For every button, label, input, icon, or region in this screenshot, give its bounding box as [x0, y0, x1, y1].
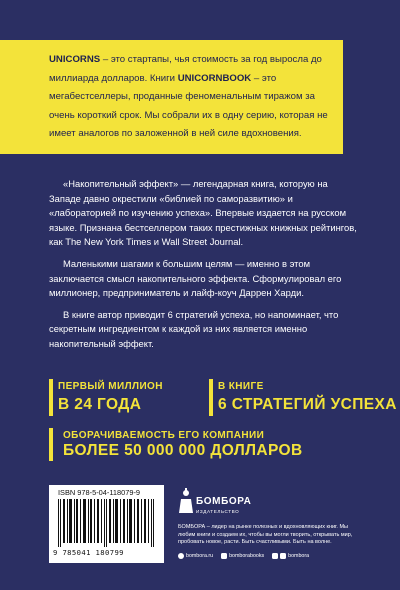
brand-unicorns: UNICORNS — [49, 54, 101, 65]
stat-label: В КНИГЕ — [218, 381, 264, 392]
social-link-label: bombora — [288, 553, 310, 559]
publisher-name: БОМБОРА — [196, 496, 252, 507]
brand-unicornbook: UNICORNBOOK — [177, 72, 252, 84]
stat-value: 6 СТРАТЕГИЙ УСПЕХА — [218, 396, 397, 413]
stat-label: ПЕРВЫЙ МИЛЛИОН — [58, 381, 163, 392]
social-link-instagram[interactable] — [272, 553, 309, 559]
vk-icon — [221, 553, 227, 559]
barcode-digits: 9 785041 180799 — [53, 548, 124, 557]
social-link-vk[interactable] — [221, 553, 264, 559]
barcode-bars — [58, 499, 158, 547]
description-paragraph: В книге автор приводит 6 стратегий успеха, но напоминает, что секретным ингредиентом к каждой из них является именно накопительный эффект. — [49, 308, 339, 349]
social-link-website[interactable] — [178, 553, 213, 559]
highlight-bar — [49, 428, 53, 461]
promo-text-2: – это мегабестселлеры, проданные феноменальным тиражом за очень короткий срок. Мы собрали их в одну серию, которая не имеет аналогов по заложенной в ней силе вдохновения. — [49, 72, 328, 140]
stat-value: В 24 ГОДА — [58, 396, 142, 413]
youtube-icon — [280, 553, 286, 559]
description-paragraph: Маленькими шагами к большим целям — именно в этом заключается смысл накопительного эффекта. Сформулировал его миллионер, предприниматель и лайф-коуч Даррен Харди. — [49, 257, 342, 299]
publisher-about: БОМБОРА – лидер на рынке полезных и вдохновляющих книг. Мы любим книги и создаем их, чтобы вы могли творить, открывать мир, пробовать новое, расти. Быть счастливыми. Быть на волне. — [178, 524, 353, 546]
promo-text-1: – это стартапы, чья стоимость за год выросла до миллиарда долларов. Книги — [49, 54, 322, 84]
instagram-icon — [272, 553, 278, 559]
series-description — [49, 51, 339, 144]
social-links — [178, 553, 309, 559]
bombora-logo-icon — [178, 487, 194, 515]
publisher-subtitle: ИЗДАТЕЛЬСТВО — [196, 509, 240, 514]
social-link-label: bombora.ru — [186, 553, 214, 559]
highlight-bar — [209, 379, 213, 416]
globe-icon — [178, 553, 184, 559]
stat-value: БОЛЕЕ 50 000 000 ДОЛЛАРОВ — [63, 442, 303, 459]
description-paragraph: «Накопительный эффект» — легендарная книга, которую на Западе давно окрестили «библией по саморазвитию» и «лабораторией по изучению успеха». Впервые издается на русском языке. Признана бестселлером таких престижных книжных рейтингов, как The New York Times и Wall Street Journal. — [49, 178, 357, 248]
book-description — [49, 177, 361, 359]
isbn-number: ISBN 978-5-04-118079-9 — [58, 488, 141, 497]
highlight-bar — [49, 379, 53, 416]
stat-label: ОБОРАЧИВАЕМОСТЬ ЕГО КОМПАНИИ — [63, 430, 265, 441]
social-link-label: bomborabooks — [229, 553, 265, 559]
